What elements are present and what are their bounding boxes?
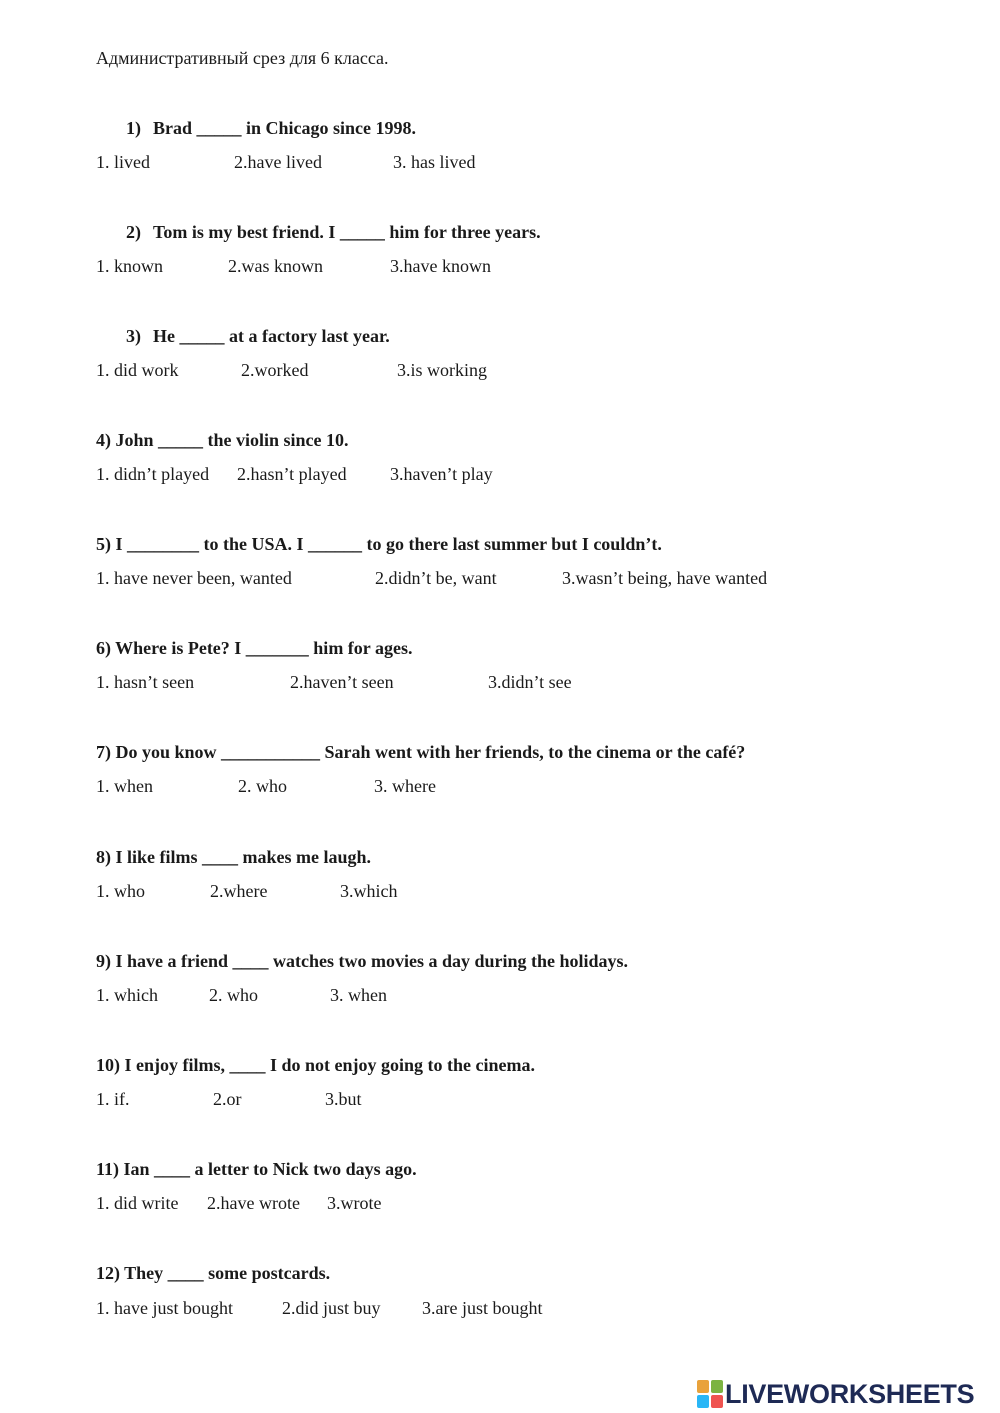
option-2[interactable]: 2. who — [238, 776, 287, 796]
options-5 — [96, 568, 956, 592]
option-2[interactable]: 2.have wrote — [207, 1193, 300, 1213]
options-3 — [96, 360, 956, 384]
option-2[interactable]: 2.or — [213, 1089, 242, 1109]
option-3[interactable]: 3. when — [330, 985, 387, 1005]
option-1[interactable]: 1. have never been, wanted — [96, 568, 292, 588]
liveworksheets-logo — [697, 1378, 997, 1410]
option-3[interactable]: 3.wasn’t being, have wanted — [562, 568, 768, 588]
question-1 — [126, 118, 416, 139]
question-2 — [126, 222, 541, 243]
options-4 — [96, 464, 956, 488]
question-12: 12) They ____ some postcards. — [96, 1263, 331, 1283]
options-1 — [96, 152, 956, 176]
question-text: Brad _____ in Chicago since 1998. — [153, 118, 417, 138]
logo-square-3 — [697, 1395, 709, 1408]
option-1[interactable]: 1. did work — [96, 360, 179, 380]
logo-text: LIVEWORKSHEETS — [725, 1378, 975, 1409]
option-3[interactable]: 3.wrote — [327, 1193, 382, 1213]
option-2[interactable]: 2. who — [209, 985, 258, 1005]
options-12 — [96, 1298, 956, 1322]
question-6: 6) Where is Pete? I _______ him for ages. — [96, 638, 413, 658]
question-text: He _____ at a factory last year. — [153, 326, 390, 346]
option-1[interactable]: 1. known — [96, 256, 163, 276]
option-1[interactable]: 1. if. — [96, 1089, 130, 1109]
option-1[interactable]: 1. lived — [96, 152, 150, 172]
logo-square-2 — [711, 1380, 723, 1393]
question-10: 10) I enjoy films, ____ I do not enjoy going to the cinema. — [96, 1055, 535, 1075]
option-2[interactable]: 2.hasn’t played — [237, 464, 347, 484]
option-3[interactable]: 3. has lived — [393, 152, 476, 172]
option-2[interactable]: 2.didn’t be, want — [375, 568, 497, 588]
option-2[interactable]: 2.where — [210, 881, 268, 901]
logo-square-4 — [711, 1395, 723, 1408]
question-number: 3) — [126, 326, 141, 346]
question-9: 9) I have a friend ____ watches two movies a day during the holidays. — [96, 951, 629, 971]
question-8: 8) I like films ____ makes me laugh. — [96, 847, 372, 867]
question-3 — [126, 326, 390, 347]
option-1[interactable]: 1. did write — [96, 1193, 179, 1213]
option-1[interactable]: 1. who — [96, 881, 145, 901]
option-3[interactable]: 3.which — [340, 881, 398, 901]
option-3[interactable]: 3.are just bought — [422, 1298, 543, 1318]
option-3[interactable]: 3.didn’t see — [488, 672, 572, 692]
option-1[interactable]: 1. when — [96, 776, 153, 796]
options-6 — [96, 672, 956, 696]
question-11: 11) Ian ____ a letter to Nick two days ago. — [96, 1159, 417, 1179]
question-text: Tom is my best friend. I _____ him for three years. — [153, 222, 541, 242]
option-2[interactable]: 2.have lived — [234, 152, 322, 172]
option-1[interactable]: 1. didn’t played — [96, 464, 210, 484]
options-10 — [96, 1089, 956, 1113]
option-1[interactable]: 1. which — [96, 985, 158, 1005]
page-title: Административный срез для 6 класса. — [96, 48, 389, 68]
options-8 — [96, 881, 956, 905]
option-1[interactable]: 1. have just bought — [96, 1298, 233, 1318]
logo-square-1 — [697, 1380, 709, 1393]
option-3[interactable]: 3.haven’t play — [390, 464, 493, 484]
options-11 — [96, 1193, 956, 1217]
option-2[interactable]: 2.did just buy — [282, 1298, 381, 1318]
option-2[interactable]: 2.was known — [228, 256, 323, 276]
question-7: 7) Do you know ___________ Sarah went with her friends, to the cinema or the café? — [96, 742, 746, 762]
option-3[interactable]: 3.have known — [390, 256, 491, 276]
option-1[interactable]: 1. hasn’t seen — [96, 672, 195, 692]
option-3[interactable]: 3.is working — [397, 360, 487, 380]
question-5: 5) I ________ to the USA. I ______ to go there last summer but I couldn’t. — [96, 534, 662, 554]
options-7 — [96, 776, 956, 800]
question-number: 1) — [126, 118, 141, 138]
question-4: 4) John _____ the violin since 10. — [96, 430, 349, 450]
option-3[interactable]: 3. where — [374, 776, 436, 796]
option-2[interactable]: 2.haven’t seen — [290, 672, 394, 692]
options-2 — [96, 256, 956, 280]
question-number: 2) — [126, 222, 141, 242]
option-3[interactable]: 3.but — [325, 1089, 362, 1109]
option-2[interactable]: 2.worked — [241, 360, 309, 380]
logo-mark-icon — [697, 1380, 723, 1408]
options-9 — [96, 985, 956, 1009]
